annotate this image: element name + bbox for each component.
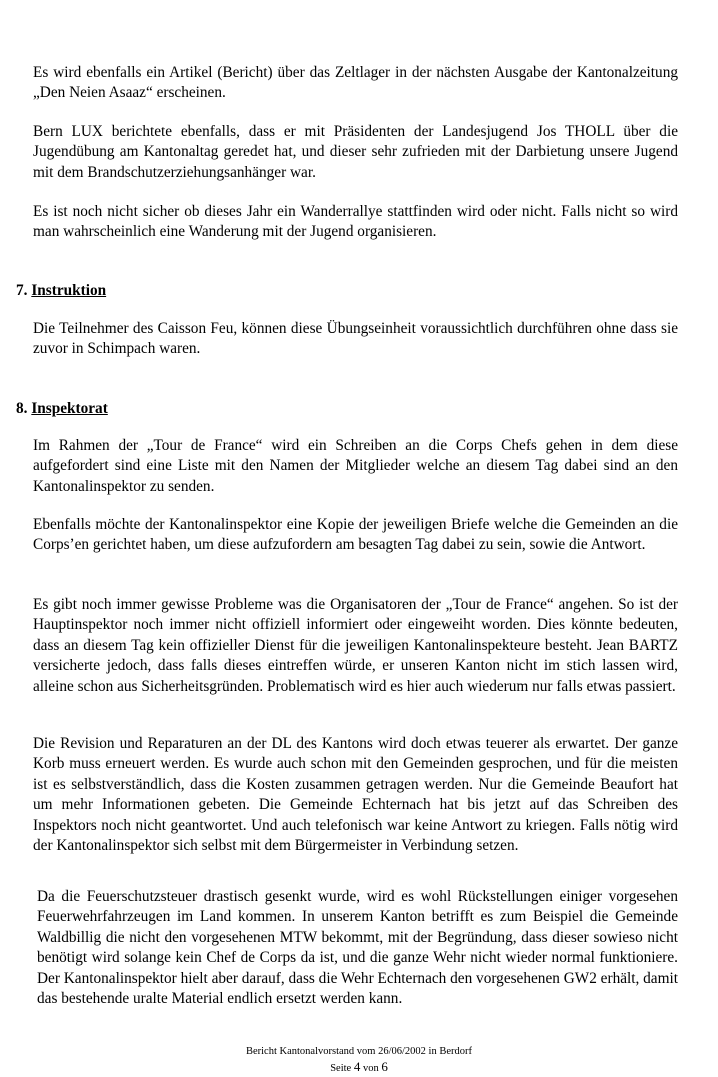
- paragraph-caisson-feu: Die Teilnehmer des Caisson Feu, können diese Übungseinheit voraussichtlich durchführen ohne dass sie zuvor in Schimpach waren.: [33, 320, 678, 358]
- paragraph-wanderrallye: Es ist noch nicht sicher ob dieses Jahr ein Wanderrallye stattfinden wird oder nicht. Falls nicht so wird man wahrscheinlich eine Wanderung mit der Jugend organisieren.: [33, 203, 678, 241]
- paragraph-dl-revision: Die Revision und Reparaturen an der DL des Kantons wird doch etwas teuerer als erwartet. Der ganze Korb muss erneuert werden. Es wurde auch schon mit den Gemeinden gesprochen, und für die meisten ist es selbstverständlich, dass die Kosten zusammen getragen werden. Nur die Gemeinde Beaufort hat um mehr Informationen gebeten. Die Gemeinde Echternach hat bis jetzt auf das Schreiben des Inspektors noch nicht geantwortet. Und auch telefonisch war keine Antwort zu kriegen. Falls nötig wird der Kantonalinspektor sich selbst mit dem Bürgermeister in Verbindung setzen.: [33, 735, 678, 855]
- footer-report-title: Bericht Kantonalvorstand vom 26/06/2002 in Berdorf: [245, 1046, 472, 1057]
- section-number: 8.: [16, 400, 28, 417]
- paragraph-tour-de-france-problems: Es gibt noch immer gewisse Probleme was die Organisatoren der „Tour de France“ angehen. So ist der Hauptinspektor noch immer nicht offiziell informiert oder eingeweiht worden. Dies könnte bedeuten, dass an diesem Tag kein offizieller Dienst für die jeweiligen Kantonalinspekteure besteht. Jean BARTZ versicherte jedoch, dass falls dieses eintreffen würde, er unseren Kanton nicht im stich lassen wird, alleine schon aus Sicherheitsgründen. Problematisch wird es hier auch wiederum nur falls etwas passiert.: [33, 596, 678, 695]
- footer-page-label: Seite: [330, 1063, 352, 1074]
- section-number: 7.: [16, 282, 28, 299]
- section-title: Instruktion: [31, 282, 107, 299]
- paragraph-letter-copies: Ebenfalls möchte der Kantonalinspektor eine Kopie der jeweiligen Briefe welche die Gemeinden an die Corps’en gerichtet haben, um diese aufzufordern am besagten Tag dabei zu sein, sowie die Antwort.: [33, 516, 678, 554]
- section-heading-instruktion: [16, 281, 106, 301]
- footer-page-number: [0, 1060, 718, 1076]
- paragraph-feuerschutzsteuer: Da die Feuerschutzsteuer drastisch gesenkt wurde, wird es wohl Rückstellungen einiger vorgesehen Feuerwehrfahrzeugen im Land kommen. In unserem Kanton betrifft es zum Beispiel die Gemeinde Waldbillig die nicht den vorgesehenen MTW bekommt, mit der Begründung, dass dieser sowieso nicht benötigt wird solange kein Chef de Corps da ist, und die ganze Wehr nicht wieder normal funktioniere. Der Kantonalinspektor hielt aber darauf, dass die Wehr Echternach den vorgesehenen GW2 erhält, damit das bestehende uralte Material endlich ersetzt werden kann.: [37, 888, 678, 1008]
- paragraph-landesjugend-report: Bern LUX berichtete ebenfalls, dass er mit Präsidenten der Landesjugend Jos THOLL über die Jugendübung am Kantonaltag geredet hat, und dieser sehr zufrieden mit der Darbietung unsere Jugend mit dem Brandschutzerziehungsanhänger war.: [33, 123, 678, 181]
- footer-page-separator: von: [362, 1063, 379, 1074]
- footer-page-current: 4: [353, 1059, 361, 1074]
- paragraph-zeltlager-article: Es wird ebenfalls ein Artikel (Bericht) über das Zeltlager in der nächsten Ausgabe der Kantonalzeitung „Den Neien Asaaz“ erscheinen.: [33, 64, 678, 102]
- paragraph-tour-de-france-letter: Im Rahmen der „Tour de France“ wird ein Schreiben an die Corps Chefs gehen in dem diese aufgefordert sind eine Liste mit den Namen der Mitglieder welche an diesem Tag dabei sind an den Kantonalinspektor zu senden.: [33, 437, 678, 495]
- section-title: Inspektorat: [31, 400, 108, 417]
- section-heading-inspektorat: [16, 399, 108, 419]
- footer-page-total: 6: [381, 1059, 388, 1074]
